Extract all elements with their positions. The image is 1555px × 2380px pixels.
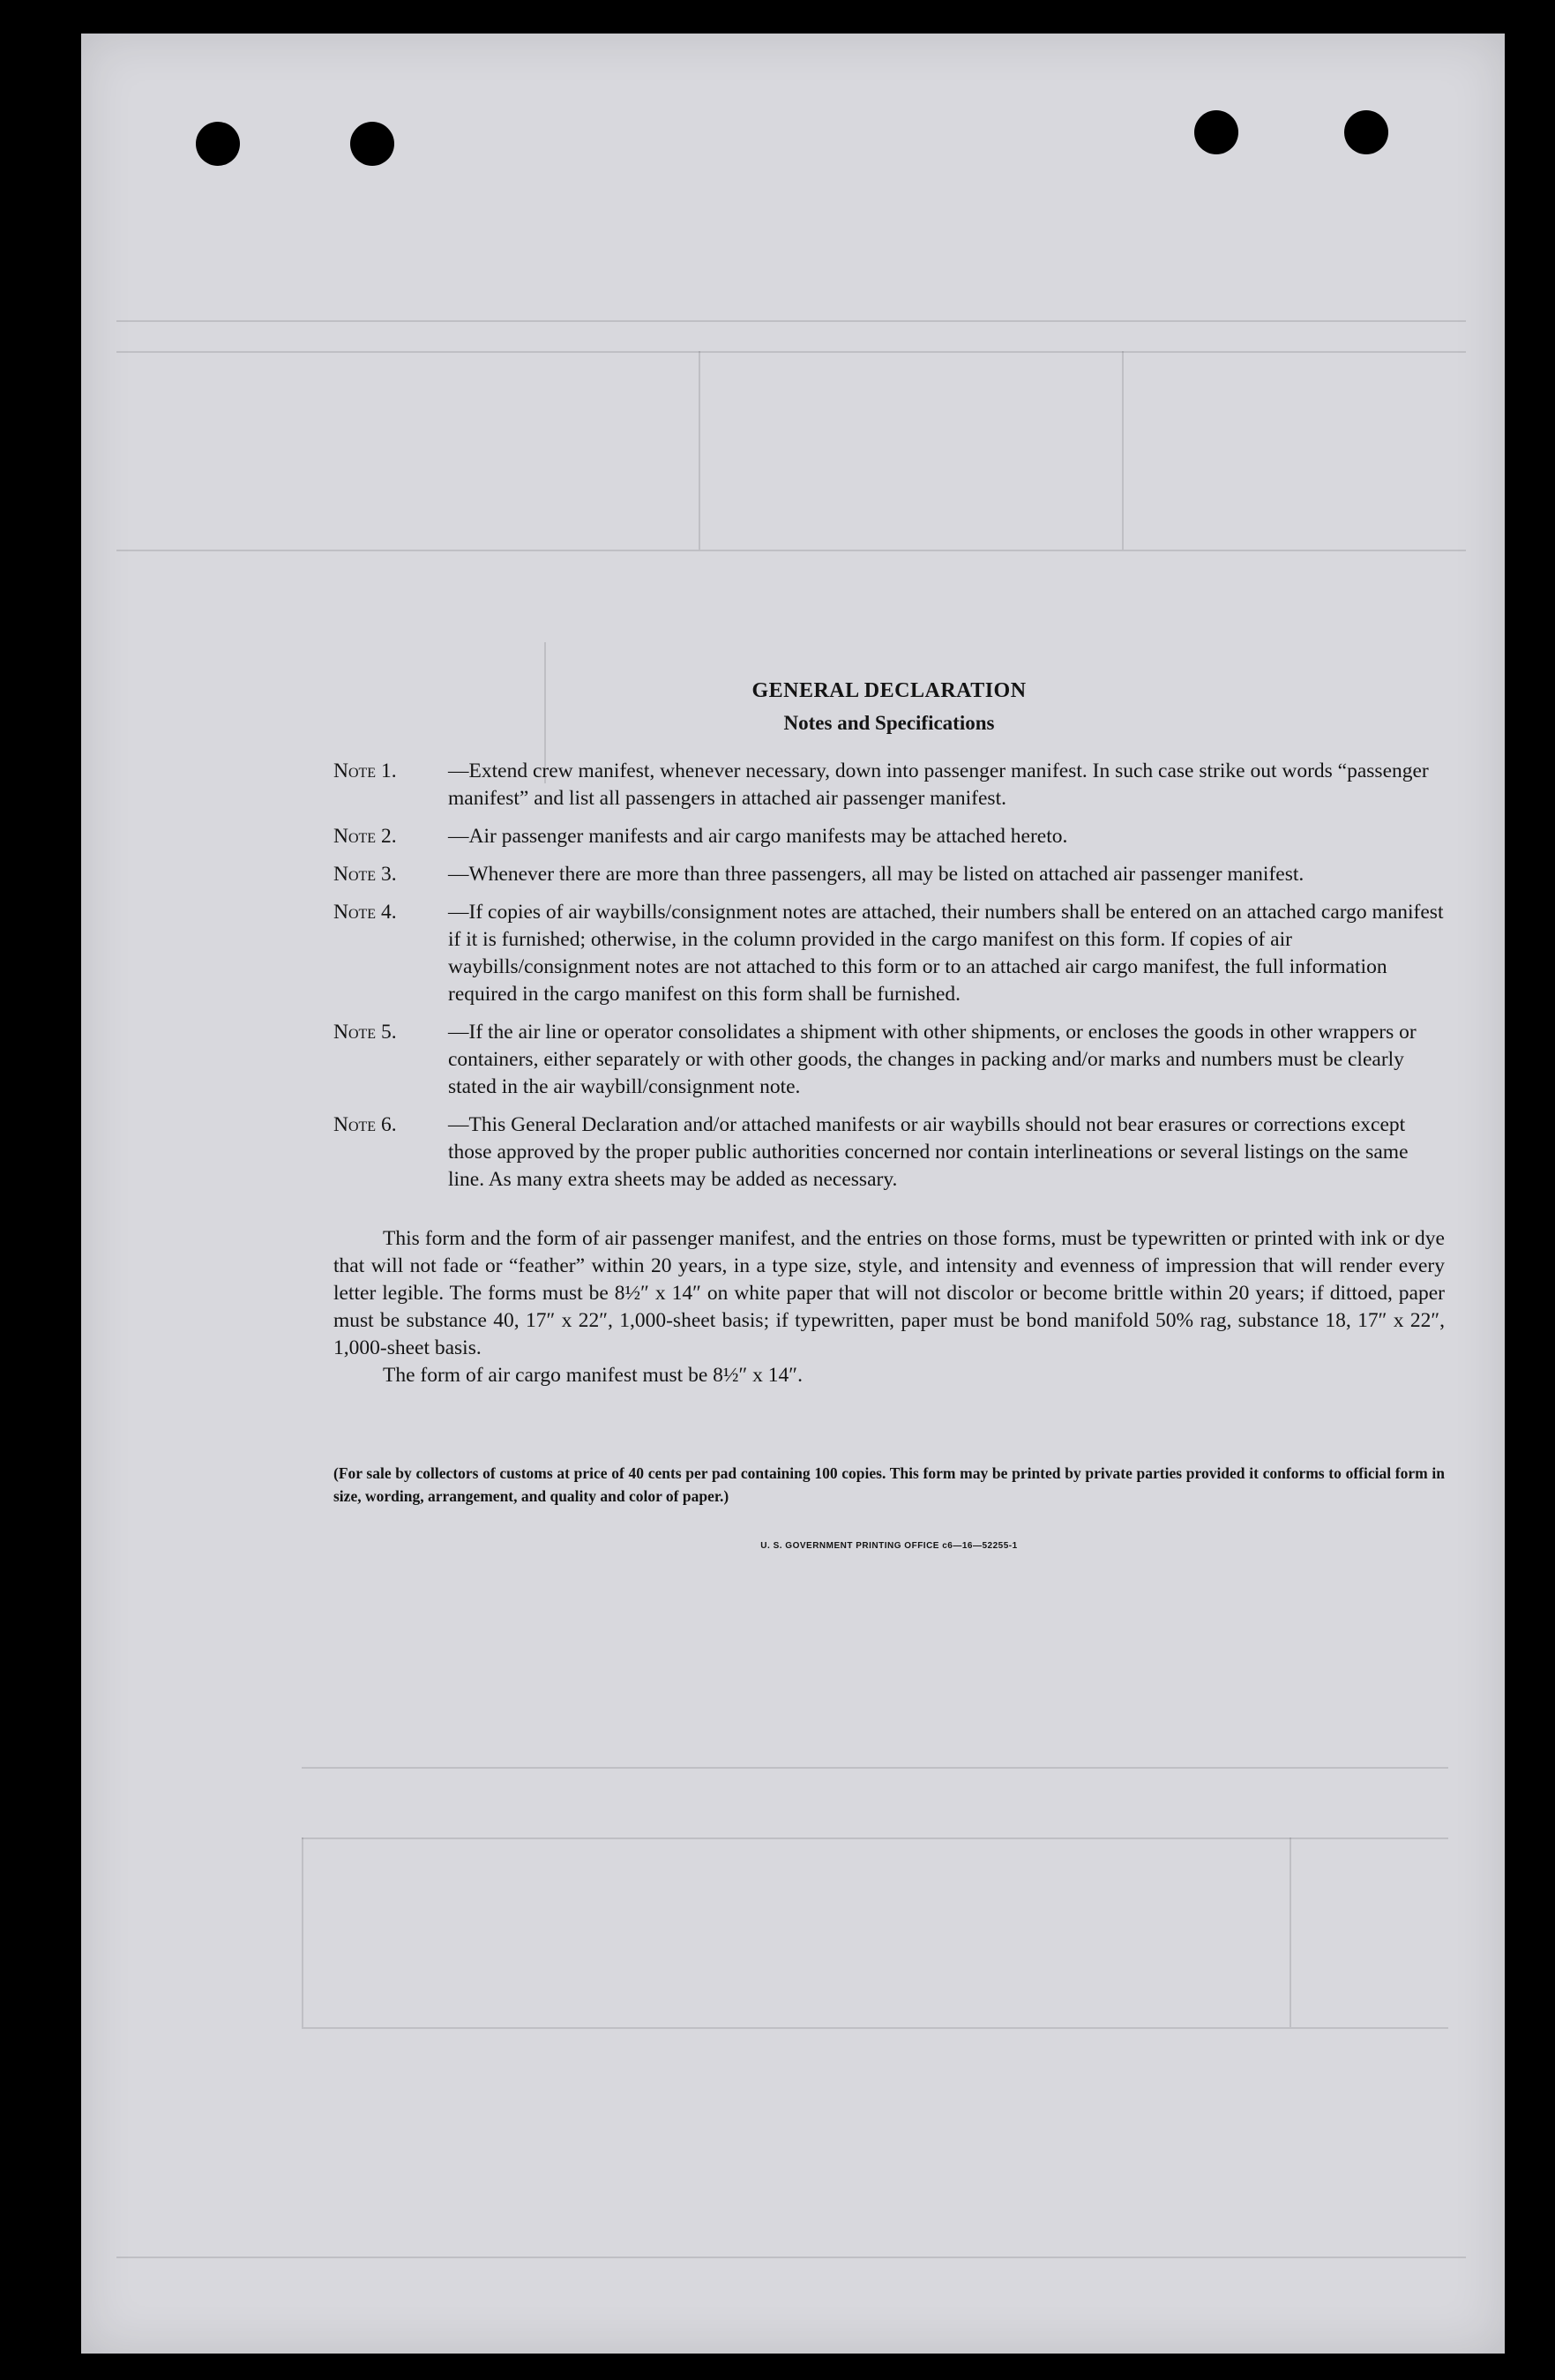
note-label: Note 3. [333, 863, 397, 886]
document-title: GENERAL DECLARATION [751, 679, 1027, 702]
bleed-through-rule [302, 1837, 1448, 1839]
note-text: —Air passenger manifests and air cargo manifests may be attached hereto. [448, 825, 1068, 848]
note-label: Note 2. [333, 825, 397, 848]
document-subtitle: Notes and Specifications [783, 712, 995, 734]
note-text: —This General Declaration and/or attached manifests or air waybills should not bear erasures or corrections except those approved by the proper public authorities concerned nor contain interlineations or several listings on the same line. As many extra sheets may be added as necessary. [448, 1113, 1409, 1191]
bleed-through-rule [1122, 351, 1124, 550]
note-label: Note 6. [333, 1113, 397, 1136]
note-text: —Extend crew manifest, whenever necessary, down into passenger manifest. In such case strike out words “passenger manifest” and list all passengers in attached air passenger manifest. [448, 760, 1429, 810]
note-label: Note 1. [333, 760, 397, 782]
note-2 [333, 823, 1445, 850]
note-text: —If the air line or operator consolidates a shipment with other shipments, or encloses the goods in other wrappers or containers, either separately or with other goods, the changes in packing and/or marks and numbers must be clearly stated in the air waybill/consignment note. [448, 1021, 1417, 1098]
document-page [81, 34, 1505, 2354]
format-requirements-paragraph: This form and the form of air passenger manifest, and the entries on those forms, must be typewritten or printed with ink or dye that will not fade or “feather” within 20 years, in a type size, style, and intensity and evenness of impression that will render every letter legible. The forms must be 8½″ x 14″ on white paper that will not discolor or become brittle within 20 years; if dittoed, paper must be substance 40, 17″ x 22″, 1,000-sheet basis; if typewritten, paper must be bond manifold 50% rag, substance 18, 17″ x 22″, 1,000-sheet basis. [333, 1227, 1445, 1359]
note-1 [333, 758, 1445, 812]
bleed-through-rule [1290, 1837, 1291, 2027]
bleed-through-rule [699, 351, 700, 550]
note-text: —If copies of air waybills/consignment notes are attached, their numbers shall be entered on an attached cargo manifest if it is furnished; otherwise, in the column provided in the cargo manifest on this form. If copies of air waybills/consignment notes are not attached to this form or to an attached air cargo manifest, the full information required in the cargo manifest on this form shall be furnished. [448, 901, 1444, 1006]
note-3 [333, 861, 1445, 888]
bleed-through-rule [116, 351, 1466, 353]
punch-hole-4 [1344, 110, 1388, 154]
punch-hole-1 [196, 122, 240, 166]
bleed-through-rule [116, 2257, 1466, 2258]
bleed-through-rule [302, 1767, 1448, 1769]
note-6 [333, 1111, 1445, 1194]
note-label: Note 4. [333, 901, 397, 924]
punch-hole-3 [1194, 110, 1238, 154]
bleed-through-rule [116, 550, 1466, 551]
note-label: Note 5. [333, 1021, 397, 1044]
printer-imprint: U. S. GOVERNMENT PRINTING OFFICE c6—16—52255-1 [760, 1541, 1018, 1551]
note-text: —Whenever there are more than three passengers, all may be listed on attached air passenger manifest. [448, 863, 1305, 886]
bleed-through-rule [302, 2027, 1448, 2029]
punch-hole-2 [350, 122, 394, 166]
note-5 [333, 1019, 1445, 1101]
sale-notice: (For sale by collectors of customs at price of 40 cents per pad containing 100 copies. This form may be printed by private parties provided it conforms to official form in size, wording, arrangement, and quality and color of paper.) [333, 1464, 1445, 1505]
declaration-notes [333, 679, 1445, 1551]
cargo-manifest-size-line: The form of air cargo manifest must be 8½″ x 14″. [383, 1364, 803, 1387]
bleed-through-rule [116, 320, 1466, 322]
note-4 [333, 899, 1445, 1008]
bleed-through-rule [302, 1837, 303, 2027]
